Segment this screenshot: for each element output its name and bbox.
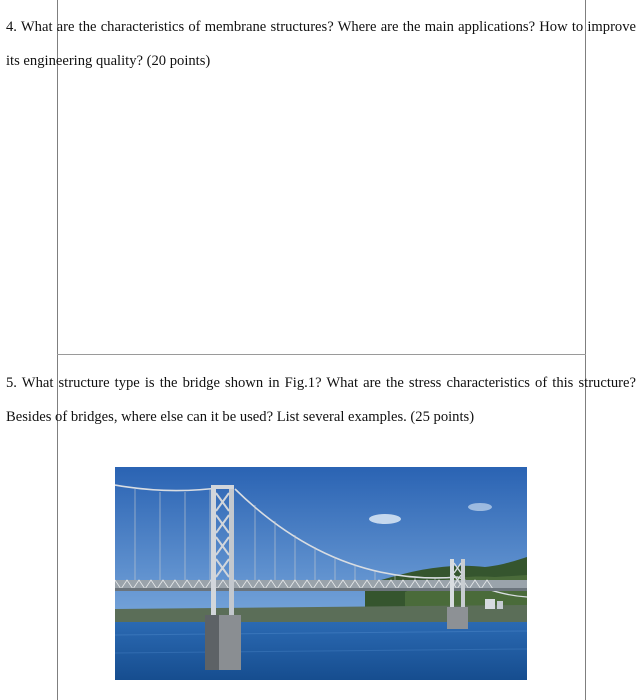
bridge-figure xyxy=(115,467,527,680)
question-5-number: 5. xyxy=(6,375,17,391)
tower-pier xyxy=(447,607,468,629)
cloud xyxy=(369,514,401,524)
question-4 xyxy=(6,10,636,78)
cloud xyxy=(468,503,492,511)
suspension-bridge-photo xyxy=(115,467,527,680)
question-5 xyxy=(6,366,636,434)
question-4-number: 4. xyxy=(6,19,17,35)
question-5-text: What structure type is the bridge shown in Fig.1? What are the stress characteristics of this structure? Besides of bridges, where else can it be used? List several examples. (25 points) xyxy=(6,375,636,425)
bridge-deck xyxy=(115,580,527,589)
question-4-text: What are the characteristics of membrane structures? Where are the main applications? How to improve its engineering quality? (20 points) xyxy=(6,19,637,69)
